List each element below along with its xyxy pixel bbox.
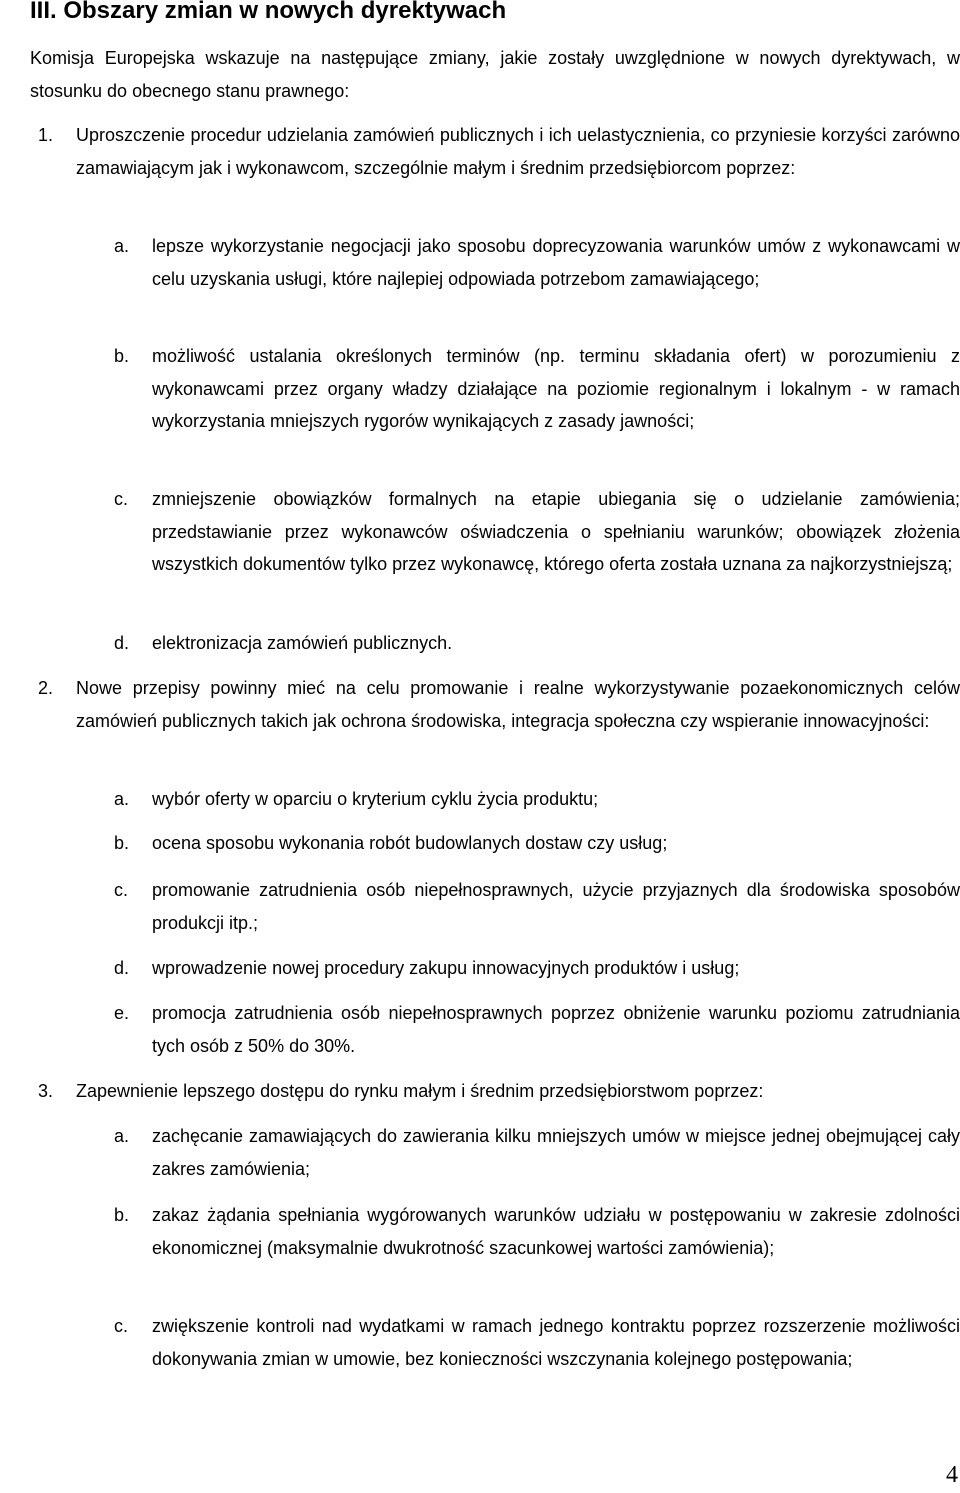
item-number: 1. — [38, 125, 54, 145]
subitem-letter: a. — [114, 236, 130, 256]
subitem-letter: c. — [114, 1316, 129, 1336]
page-number: 4 — [946, 1462, 958, 1488]
subitem-text: elektronizacja zamówień publicznych. — [152, 633, 453, 653]
list-item-text: Uproszczenie procedur udzielania zamówień publicznych i ich uelastycznienia, co przyniesie korzyści zarówno zamawiającym jak i wykonawcom, szczególnie małym i średnim przedsiębiorcom poprzez: — [76, 125, 960, 178]
list-item-text: Zapewnienie lepszego dostępu do rynku małym i średnim przedsiębiorstwom poprzez: — [76, 1081, 764, 1101]
subitem-text: wybór oferty w oparciu o kryterium cyklu życia produktu; — [152, 789, 599, 809]
subitem-text: zmniejszenie obowiązków formalnych na etapie ubiegania się o udzielanie zamówienia; przedstawianie przez wykonawców oświadczenia o spełnianiu warunków; obowiązek złożenia wszystkich dokumentów tylko przez wykonawcę, którego oferta została uznana za najkorzystniejszą; — [152, 489, 960, 574]
subitem-letter: d. — [114, 958, 130, 978]
subitem-letter: c. — [114, 489, 129, 509]
item-number: 2. — [38, 678, 54, 698]
subitem-text: zwiększenie kontroli nad wydatkami w ramach jednego kontraktu poprzez rozszerzenie możliwości dokonywania zmian w umowie, bez konieczności wszczynania kolejnego postępowania; — [152, 1316, 960, 1369]
subitem-letter: b. — [114, 346, 130, 366]
subitem-text: wprowadzenie nowej procedury zakupu innowacyjnych produktów i usług; — [152, 958, 740, 978]
subitem-letter: e. — [114, 1003, 130, 1023]
subitem-letter: c. — [114, 880, 129, 900]
subitem-letter: a. — [114, 1126, 130, 1146]
subitem-text: lepsze wykorzystanie negocjacji jako sposobu doprecyzowania warunków umów z wykonawcami w celu uzyskania usługi, które najlepiej odpowiada potrzebom zamawiającego; — [152, 236, 960, 289]
subitem-text: promocja zatrudnienia osób niepełnosprawnych poprzez obniżenie warunku poziomu zatrudniania tych osób z 50% do 30%. — [152, 1003, 960, 1056]
section-heading: III. Obszary zmian w nowych dyrektywach — [30, 0, 507, 24]
subitem-text: zakaz żądania spełniania wygórowanych warunków udziału w postępowaniu w zakresie zdolności ekonomicznej (maksymalnie dwukrotność szacunkowej wartości zamówienia); — [152, 1205, 960, 1258]
subitem-text: ocena sposobu wykonania robót budowlanych dostaw czy usług; — [152, 833, 668, 853]
subitem-letter: b. — [114, 833, 130, 853]
item-number: 3. — [38, 1081, 54, 1101]
subitem-text: możliwość ustalania określonych terminów (np. terminu składania ofert) w porozumieniu z wykonawcami przez organy władzy działające na poziomie regionalnym i lokalnym - w ramach wykorzystania mniejszych rygorów wynikających z zasady jawności; — [152, 346, 960, 431]
subitem-text: zachęcanie zamawiających do zawierania kilku mniejszych umów w miejsce jednej obejmującej cały zakres zamówienia; — [152, 1126, 960, 1179]
subitem-letter: b. — [114, 1205, 130, 1225]
subitem-letter: d. — [114, 633, 130, 653]
subitem-letter: a. — [114, 789, 130, 809]
intro-paragraph: Komisja Europejska wskazuje na następujące zmiany, jakie zostały uwzględnione w nowych dyrektywach, w stosunku do obecnego stanu prawnego: — [30, 48, 960, 101]
list-item-text: Nowe przepisy powinny mieć na celu promowanie i realne wykorzystywanie pozaekonomicznych celów zamówień publicznych takich jak ochrona środowiska, integracja społeczna czy wspieranie innowacyjności: — [76, 678, 960, 731]
subitem-text: promowanie zatrudnienia osób niepełnosprawnych, użycie przyjaznych dla środowiska sposobów produkcji itp.; — [152, 880, 960, 933]
